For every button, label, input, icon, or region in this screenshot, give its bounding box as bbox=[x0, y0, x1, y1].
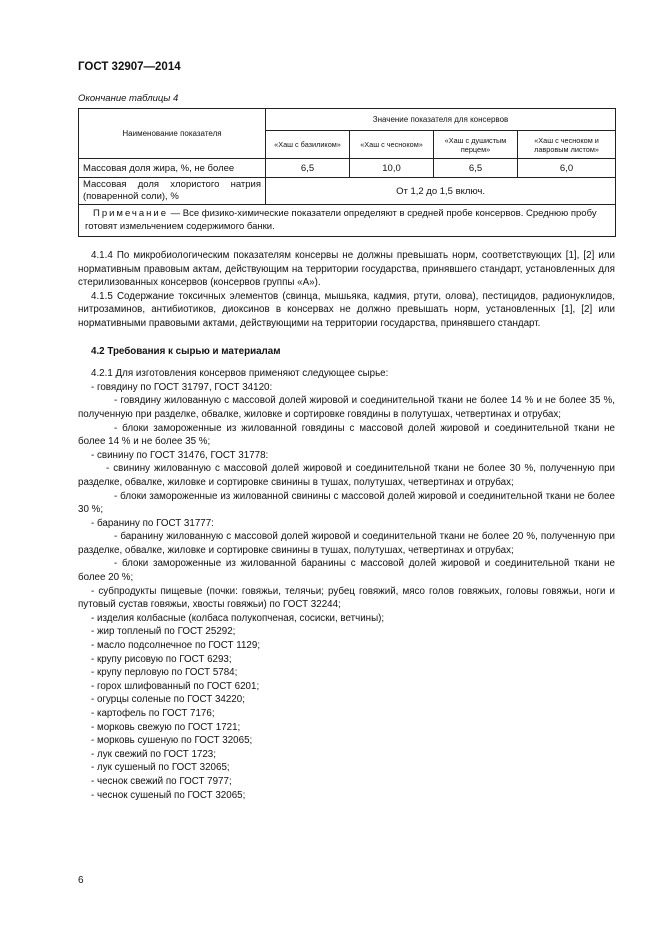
column-header: «Хаш с чесноком и лавровым листом» bbox=[518, 131, 616, 159]
column-header: «Хаш с базиликом» bbox=[266, 131, 350, 159]
list-item: - морковь свежую по ГОСТ 1721; bbox=[91, 721, 241, 733]
list-item: - морковь сушеную по ГОСТ 32065; bbox=[91, 735, 253, 747]
list-item: - масло подсолнечное по ГОСТ 1129; bbox=[91, 640, 261, 652]
table-caption: Окончание таблицы 4 bbox=[78, 93, 179, 104]
list-item: - баранину жилованную с массовой долей жировой и соединительной ткани не более 20 %, полученную при разделке, обвалке, жиловке и сортировке свинины в тушах, полутушах, четвертинах и отрубах; bbox=[78, 531, 615, 556]
group-header: Значение показателя для консервов bbox=[266, 109, 616, 131]
paragraph-4-1-4: 4.1.4 По микробиологическим показателям консервы не должны превышать норм, соответствующих [1], [2] или нормативным правовым актам, действующим на территории государства, принявшего стандарт, установленных для стерилизованных консервов (консервов группы «А»). bbox=[78, 250, 615, 289]
list-item: - чеснок сушеный по ГОСТ 32065; bbox=[91, 789, 246, 801]
list-item: - говядину жилованную с массовой долей жировой и соединительной ткани не более 14 % и не более 35 %, полученную при разделке, обвалке, жиловке и сортировке говядины в полутушах, четвертинах и отрубах; bbox=[78, 395, 615, 420]
list-item: - блоки замороженные из жилованной баранины с массовой долей жировой и соединительной ткани не более 20 %; bbox=[78, 558, 615, 584]
col-name-header: Наименование показателя bbox=[79, 109, 266, 159]
paragraph-4-1-5: 4.1.5 Содержание токсичных элементов (свинца, мышьяка, кадмия, ртути, олова), пестицидов, радионуклидов, нитрозаминов, антибиотиков, диоксинов в консервах не должно превышать норм, установленных [1], [2] или нормативными правовыми актами, действующими на территории государства, принявшего стандарт. bbox=[78, 290, 615, 329]
list-item: - огурцы соленые по ГОСТ 34220; bbox=[91, 694, 245, 706]
list-item: - свинину по ГОСТ 31476, ГОСТ 31778: bbox=[91, 449, 269, 461]
table-row bbox=[79, 159, 616, 178]
list-item: - крупу рисовую по ГОСТ 6293; bbox=[91, 653, 232, 665]
note-label: Примечание bbox=[93, 208, 168, 219]
list-item: - чеснок свежий по ГОСТ 7977; bbox=[91, 775, 232, 787]
page-number: 6 bbox=[78, 875, 84, 886]
list-item: - крупу перловую по ГОСТ 5784; bbox=[91, 667, 238, 679]
row-name: Массовая доля жира, %, не более bbox=[79, 159, 266, 178]
table-row bbox=[79, 178, 616, 205]
table-note-row bbox=[79, 205, 616, 237]
list-item: - баранину по ГОСТ 31777: bbox=[91, 517, 214, 529]
indicators-table bbox=[78, 108, 616, 237]
cell-value: 6,5 bbox=[266, 159, 350, 178]
section-heading: 4.2 Требования к сырью и материалам bbox=[91, 345, 281, 357]
cell-value: От 1,2 до 1,5 включ. bbox=[266, 178, 616, 205]
list-item: - изделия колбасные (колбаса полукопченая, сосиски, ветчины); bbox=[91, 612, 385, 624]
list-item: - горох шлифованный по ГОСТ 6201; bbox=[91, 680, 260, 692]
list-item: - лук сушеный по ГОСТ 32065; bbox=[91, 762, 230, 774]
document-header: ГОСТ 32907—2014 bbox=[78, 61, 181, 73]
list-item: - субпродукты пищевые (почки: говяжьи, телячьи; рубец говяжий, мясо голов говяжьих, головы говяжьи, ноги и путовый сустав говяжьи, хвосты говяжьи) по ГОСТ 32244; bbox=[78, 585, 615, 611]
row-name: Массовая доля хлористого натрия (поваренной соли), % bbox=[79, 178, 266, 205]
note-text: — Все физико-химические показатели определяют в средней пробе консервов. Среднюю пробу готовят измельчением содержимого банки. bbox=[85, 208, 597, 232]
cell-value: 6,0 bbox=[518, 159, 616, 178]
list-item: - говядину по ГОСТ 31797, ГОСТ 34120: bbox=[91, 381, 273, 393]
list-item: - картофель по ГОСТ 7176; bbox=[91, 708, 215, 719]
table-note bbox=[79, 205, 616, 237]
list-item: - блоки замороженные из жилованной свинины с массовой долей жировой и соединительной ткани не более 30 %; bbox=[78, 490, 615, 516]
list-item: - жир топленый по ГОСТ 25292; bbox=[91, 626, 236, 638]
list-item: - свинину жилованную с массовой долей жировой и соединительной ткани не более 30 %, полученную при разделке, обвалке, жиловке и сортировке свинины в тушах, полутушах, четвертинах и отрубах; bbox=[78, 463, 615, 488]
list-item: - блоки замороженные из жилованной говядины с массовой долей жировой и соединительной ткани не более 14 % и не более 35 %; bbox=[78, 422, 615, 448]
cell-value: 6,5 bbox=[434, 159, 518, 178]
cell-value: 10,0 bbox=[350, 159, 434, 178]
column-header: «Хаш с чесноком» bbox=[350, 131, 434, 159]
body-text bbox=[78, 249, 615, 802]
column-header: «Хаш с душистым перцем» bbox=[434, 131, 518, 159]
list-item: - лук свежий по ГОСТ 1723; bbox=[91, 748, 216, 760]
paragraph-4-2-1: 4.2.1 Для изготовления консервов применяют следующее сырье: bbox=[91, 368, 389, 380]
